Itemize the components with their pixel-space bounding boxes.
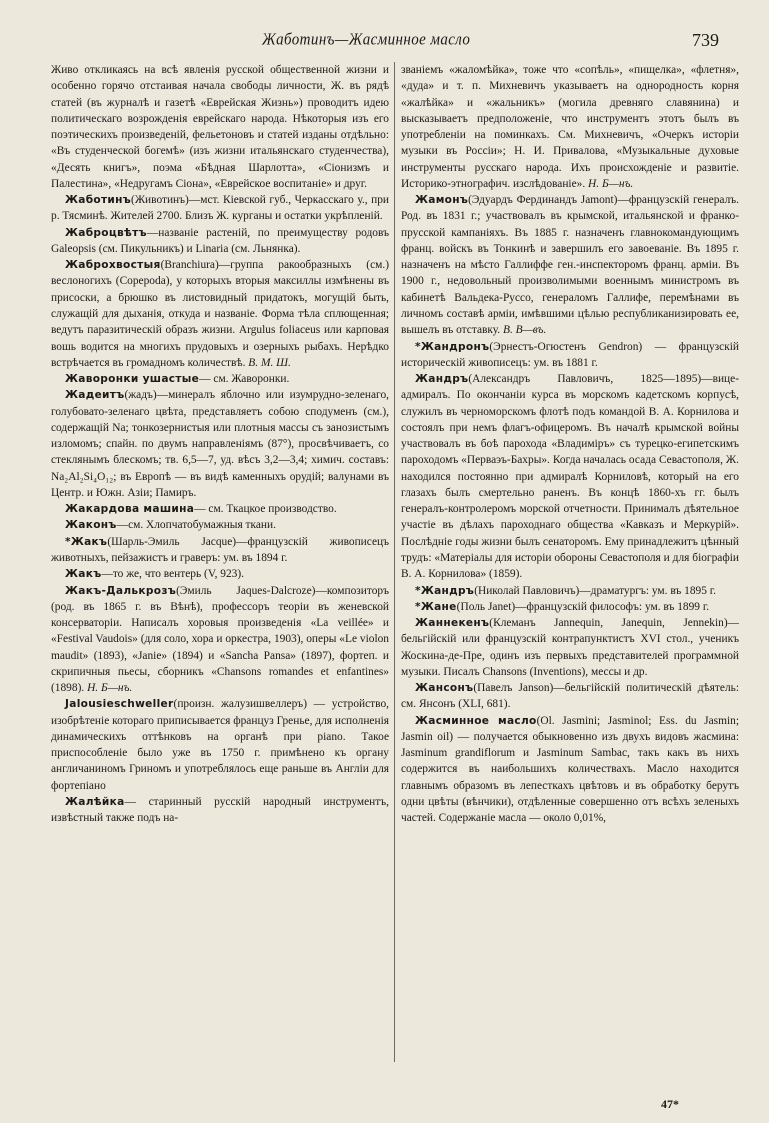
article-text: — старинный русскій народный инструментъ, извѣстный также подъ на- — [51, 795, 389, 825]
article-text: (Branchiura)—группа ракообразныхъ (см.) веслоногихъ (Copepoda), у которыхъ вторыя максиллы измѣнены въ присоски, а брюшко въ листовидный придатокъ, могущій быть, служащій для дыханія, откуда и названіе. Форма тѣла сплющенная; ведутъ паразитическій образъ жизни. Argulus foliaceus или карповая вошь водится на многихъ прудовыхъ и озерныхъ рыбахъ. Нерѣдко встрѣчается въ громадномъ количествѣ. — [51, 259, 389, 369]
article-text: (Ol. Jasmini; Jasminol; Ess. du Jasmin; Jasmin oil) — получается обыкновенно изъ двухъ видовъ жасмина: Jasminum grandiflorum и Jasminum Sambac, такъ какъ въ нихъ содержится въ наибольшихъ количествахъ. Масло находится главнымъ образомъ въ лепесткахъ цвѣтовъ и въ обработку берутъ одни цвѣты (вѣнчики), отдѣленные совершенно отъ всѣхъ зеленыхъ частей. Содержаніе масла — около 0,01%, — [401, 714, 739, 825]
article-text: (Клеманъ Jannequin, Janequin, Jennekin)—бельгійскій или французскій контрапунктистъ XVI стол., ученикъ Жоскина-де-Пре, одинъ изъ первыхъ представителей программной музыки. Писалъ Chansons (Inventions), мессы и др. — [401, 617, 739, 678]
article-headword: *Жакъ — [65, 535, 108, 548]
right-column — [401, 62, 739, 1102]
article-entry — [51, 62, 389, 192]
article-entry — [401, 599, 739, 615]
article-text: (жадъ)—минералъ яблочно или изумрудно-зеленаго, голубовато-зеленаго цвѣта, представляетъ собою сподуменъ (см.), содержащій Na; тонкозернистыя или плотныя массы съ занозистымъ изломомъ; спайн. по двумъ направленіямъ (87°), просвѣчиваетъ, со стеклянымъ блескомъ; тв. 6,5—7, уд. вѣсъ 3,2—3,4; химич. составъ: Na₂Al₂Si₄O₁₂; въ Европѣ — въ видѣ каменныхъ орудій; валунами въ Центр. и Южн. Азіи; Памиръ. — [51, 389, 389, 499]
signature-mark: 47* — [661, 1097, 679, 1111]
article-headword: Жаброцвѣтъ — [65, 226, 147, 239]
article-headword: Жасминное масло — [415, 714, 537, 727]
article-text: —см. Хлопчатобумажныя ткани. — [116, 519, 276, 532]
article-entry — [51, 225, 389, 258]
article-text: (Эмиль Jaques-Dalcroze)—композиторъ (род. въ 1865 г. въ Вѣнѣ), профессоръ теоріи въ женевской консерваторіи. Написалъ хоровыя произведенія «La veillée» и «Festival Vaudois» (для соло, хора и оркестра, 1903), оперы «Le violon maudit» (1893), «Janie» (1894) и «Sancha Pansa» (1897), фортеп. и скрипичныя пьесы, сборникъ «Chansons romandes et enfantines» (1898). — [51, 584, 389, 695]
article-text: — см. Жаворонки. — [199, 373, 290, 386]
article-text: —названіе растеній, по преимуществу родовъ Galeopsis (см. Пикульникъ) и Linaria (см. Льнянка). — [51, 226, 389, 255]
article-text: (Животинъ)—мст. Кіевской губ., Черкасскаго у., при р. Тясминѣ. Жителей 2700. Близъ Ж. курганы и остатки укрѣпленій. — [51, 194, 389, 223]
article-text: (Павелъ Janson)—бельгійскій политическій дѣятель: см. Янсонъ (XLI, 681). — [401, 682, 739, 711]
article-headword: Жансонъ — [415, 682, 474, 695]
article-entry — [401, 371, 739, 582]
article-entry — [51, 794, 389, 827]
article-entry — [51, 696, 389, 794]
article-headword: *Жане — [415, 600, 457, 613]
author-signature: В. В—въ. — [503, 324, 547, 337]
author-signature: В. М. Ш. — [248, 356, 291, 369]
article-headword: Жандръ — [415, 373, 469, 386]
author-signature: Н. Б—нъ. — [87, 682, 133, 695]
article-entry — [51, 501, 389, 517]
article-entry — [401, 713, 739, 827]
article-entry — [51, 583, 389, 697]
article-text: (Поль Janet)—французскій философъ: ум. въ 1899 г. — [456, 600, 710, 613]
author-signature: Н. Б—нъ. — [588, 177, 634, 190]
article-headword: Жамонъ — [415, 194, 469, 207]
article-entry — [51, 387, 389, 501]
article-text: (Александръ Павловичъ, 1825—1895)—вице-адмиралъ. По окончаніи курса въ морскомъ кадетскомъ корпусѣ, служилъ въ черноморскомъ флотѣ подъ командой В. А. Корнилова и состоялъ при немъ флагъ-офицеромъ. Въ началѣ крымской войны участвовалъ въ боѣ парохода «Владиміръ» съ турецко-египетскимъ пароходомъ «Перваэъ-Бахры». Когда началась осада Севастополя, Ж. находился постоянно при адмиралѣ Корниловѣ, который на его глазахъ былъ смертельно раненъ. Въ концѣ 1860-хъ гг. былъ генералъ-контролеромъ морской отчетности. Принималъ дѣятельное участіе въ дѣлахъ пароходнаго общества «Кавказъ и Меркурій». Послѣдніе годы жизни былъ сенаторомъ. Ему принадлежитъ цѣнный трудъ: «Матеріалы для исторіи обороны Севастополя и для біографіи В. А. Корнилова» (1859). — [401, 373, 739, 581]
running-head — [0, 30, 769, 56]
article-headword: Жаботинъ — [65, 194, 132, 207]
article-headword: Жалѣйка — [65, 795, 125, 808]
article-entry — [51, 371, 389, 387]
article-entry — [401, 680, 739, 713]
article-headword: Жакъ-Далькрозъ — [65, 584, 177, 597]
article-headword: Жакъ — [65, 568, 102, 581]
article-headword: *Жандронъ — [415, 340, 490, 353]
article-headword: Жаброхвостыя — [65, 259, 161, 272]
article-entry — [51, 517, 389, 533]
article-text: званіемъ «жаломѣйка», тоже что «сопѣль», «пищелка», «флетня», «дуда» и т. п. Михневичъ указываетъ на однородность корня «жалѣйка» и «жальникъ» (могила древняго славянина) и высказываетъ предположеніе, что инструментъ этотъ былъ въ употребленіи на поминкахъ. См. Михневичъ, «Очеркъ исторіи музыки въ Россіи»; Н. И. Привалова, «Музыкальные духовые инструменты русскаго народа. Ихъ происхожденіе и развитіе. Историко-этнографич. изслѣдованіе». — [401, 64, 739, 190]
article-entry — [401, 192, 739, 338]
article-entry — [401, 339, 739, 372]
article-text: (Эдуардъ Фердинандъ Jamont)—французскій генералъ. Род. въ 1831 г.; участвовалъ въ крымской, итальянской и франко-прусской кампаніяхъ. Въ 1885 г. назначенъ главнокомандующимъ франц. войскъ въ Тонкинѣ и завершилъ его завоеваніе. Въ 1895 г. назначенъ на мѣсто Галлиффе ген.-инспекторомъ франц. арміи. Въ 1900 г., недовольный произволимыми военнымъ министромъ въ кабинетѣ Вальдека-Руссо, генераломъ Галлифе, перемѣнами въ личномъ составѣ арміи, имѣвшими цѣлью республиканизировать ее, вышелъ въ отставку. — [401, 194, 739, 337]
article-text: Живо откликаясь на всѣ явленія русской общественной жизни и особенно горячо отстаивая начала свободы личности, Ж. въ рядѣ статей (въ журналѣ и газетѣ «Еврейская Жизнь») проводитъ идею политическаго возрожденія еврейскаго народа. Нѣкоторыя изъ его поэтическихъ произведеній, фельетоновъ и статей изданы отдѣльно: «Въ студенческой богемѣ» (изъ жизни итальянскаго студенчества), «Десять книгъ», поэма «Бѣдная Шарлотта», «Сіонизмъ и Палестина», «Недругамъ Сіона», «Еврейское воспитаніе» и друг. — [51, 64, 389, 190]
article-entry — [401, 583, 739, 599]
article-text: — см. Ткацкое производство. — [194, 503, 337, 516]
article-entry — [51, 566, 389, 582]
article-text: (Николай Павловичъ)—драматургъ: ум. въ 1895 г. — [474, 584, 717, 597]
article-text: (произн. жалузишвеллеръ) — устройство, изобрѣтеніе котораго приписывается француз Гренье, для исполненія динамическихъ оттѣнковъ на органѣ при piano. Такое приспособленіе было уже въ 1750 г. примѣнено къ органу англичаниномъ Гриномъ и употреблялось еще раньше въ Англіи для фортепіано — [51, 698, 389, 792]
article-entry — [401, 615, 739, 680]
left-column — [51, 62, 389, 1102]
page-number: 739 — [692, 30, 719, 50]
article-text: (Шарль-Эмиль Jacque)—французскій живописецъ животныхъ, пейзажистъ и граверъ: ум. въ 1894 г. — [51, 535, 389, 564]
article-headword: Жадеитъ — [65, 389, 125, 402]
article-headword: Jalousieschweller — [65, 698, 174, 711]
column-divider — [394, 62, 395, 1062]
article-headword: Жакардова машина — [65, 503, 195, 516]
article-text: (Эрнестъ-Огюстенъ Gendron) — французскій историческій живописецъ: ум. въ 1881 г. — [401, 340, 739, 369]
article-text: —то же, что вентерь (V, 923). — [101, 568, 245, 581]
article-headword: *Жандръ — [415, 584, 475, 597]
article-entry — [51, 192, 389, 225]
article-entry — [401, 62, 739, 192]
article-headword: Жаконъ — [65, 519, 117, 532]
article-headword: Жаворонки ушастые — [65, 373, 200, 386]
article-entry — [51, 534, 389, 567]
running-title: Жаботинъ—Жасминное масло — [262, 30, 471, 49]
article-headword: Жаннекенъ — [415, 617, 490, 630]
article-entry — [51, 257, 389, 371]
